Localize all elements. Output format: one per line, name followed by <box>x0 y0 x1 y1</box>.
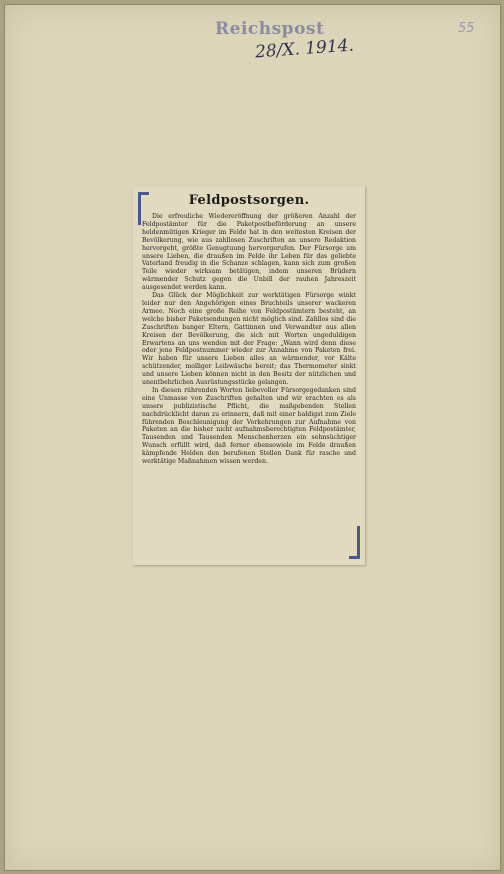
handwritten-date: 28/X. 1914. <box>254 35 355 63</box>
newspaper-stamp: Reichspost <box>215 19 325 39</box>
article-paragraph-1: Die erfreuliche Wiedereröffnung der größeren Anzahl der Feldpostämter für die Paketpostbeförderung an unsere heldenmütigen Krieger im Felde hat in den weitesten Kreisen der Bevölkerung, wie aus zahllosen Zuschriften an unsere Redaktion hervorgeht, größte Genugtuung hervorgerufen. Der Fürsorge um unsere Lieben, die draußen im Felde ihr Leben für das geliebte Vaterland freudig in die Schanze schlagen, kann sich zum großen Teile wieder wirksam betätigen, indem unseren Brüdern wärmender Schutz gegen die Unbill der rauhen Jahreszeit ausgesendet werden kann. <box>142 213 356 292</box>
page-number: 55 <box>458 21 475 36</box>
bracket-mark-bottom-right <box>349 526 360 559</box>
article-paragraph-2: Das Glück der Möglichkeit zur werktätigen Fürsorge winkt leider nur den Angehörigen eines Bruchteils unserer wackeren Armee. Noch eine große Reihe von Feldpostämtern besteht, an welche bisher Paketsendungen nicht möglich sind. Zahllos sind die Zuschriften banger Eltern, Gattinnen und Verwandter aus allen Kreisen der Bevölkerung, die sich mit Worten ungeduldigen Erwartens an uns wenden mit der Frage: „Wann wird denn diese oder jene Feldpostnummer wieder zur Annahme von Paketen frei. Wir haben für unsere Lieben alles an wärmender, vor Kälte schützender, molliger Leibwäsche bereit; das Thermometer sinkt und unsere Lieben können nicht in den Besitz der nützlichen und unentbehrlichen Ausrüstungsstücke gelangen. <box>142 292 356 387</box>
archive-sheet <box>4 4 501 871</box>
newspaper-clipping <box>133 186 365 565</box>
article-headline: Feldpostsorgen. <box>188 193 310 208</box>
bracket-mark-top-left <box>138 192 149 225</box>
article-paragraph-3: In diesen rührenden Worten liebevoller Fürsorgegedanken sind eine Unmasse von Zuschriften gehalten und wir erachten es als unsere publizistische Pflicht, die maßgebenden Stellen nachdrücklicht daran zu erinnern, daß mit einer baldigst zum Ziele führenden Beschleunigung der Vorkehrungen zur Aufnahme von Paketen an die bisher nicht aufnahmsberechtigten Feldpostämter, Tausenden und Tausenden Menschenherzen ein sehnsüchtiger Wunsch erfüllt wird, daß ferner ebensowiele im Felde draußen kämpfende Helden den berufenen Stellen Dank für rasche und werktätige Maßnahmen wissen werden. <box>142 386 356 466</box>
